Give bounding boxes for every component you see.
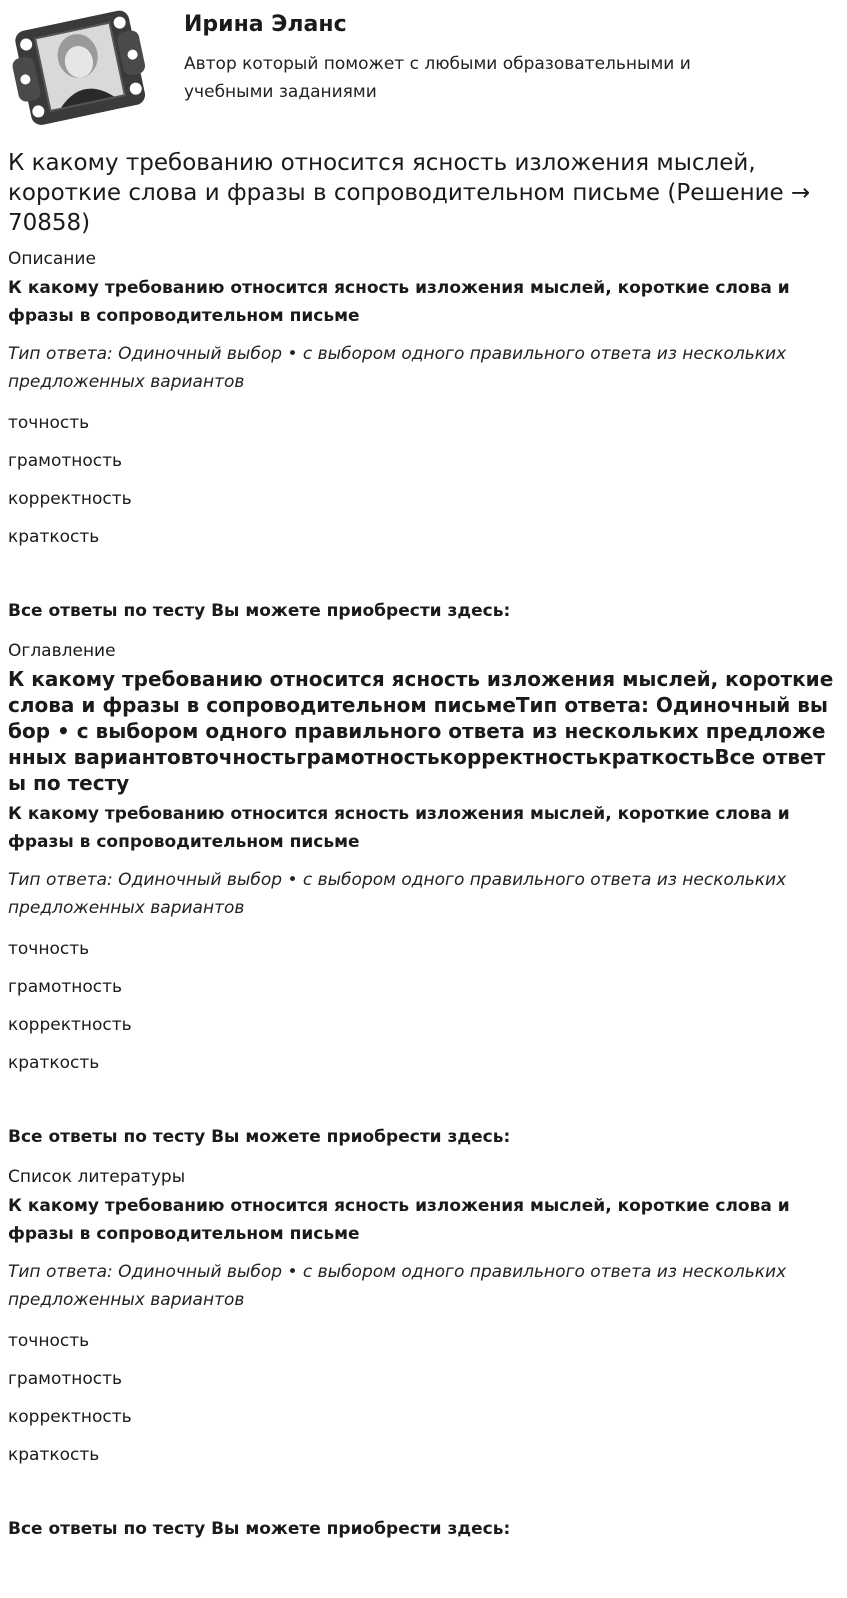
author-description: Автор который поможет с любыми образовательными и учебными заданиями [184, 54, 691, 102]
option-item: точность [8, 939, 90, 959]
option-item: точность [8, 413, 90, 433]
option-item: точность [8, 1331, 90, 1351]
answer-type-text: Тип ответа: Одиночный выбор • с выбором одного правильного ответа из нескольких предложенных вариантов [8, 344, 787, 392]
option-item: корректность [8, 1407, 132, 1427]
description-section [8, 248, 838, 622]
option-item: грамотность [8, 1369, 123, 1389]
option-item: краткость [8, 1445, 100, 1465]
toc-heading: К какому требованию относится ясность изложения мыслей, короткие слова и фразы в сопроводительном письмеТип ответа: Одиночный выбор • с выбором одного правильного ответа из нескольких предложенных вариантовточностьграмотностькорректностькраткостьВсе ответы по тесту [8, 667, 834, 795]
section-label-description: Описание [8, 249, 96, 269]
all-answers-link[interactable]: Все ответы по тесту Вы можете приобрести здесь: [8, 1127, 511, 1147]
all-answers-link[interactable]: Все ответы по тесту Вы можете приобрести здесь: [8, 601, 511, 621]
option-item: корректность [8, 489, 132, 509]
page [8, 0, 838, 1540]
option-item: грамотность [8, 451, 123, 471]
question-text: К какому требованию относится ясность изложения мыслей, короткие слова и фразы в сопроводительном письме [8, 1196, 790, 1244]
section-label-toc: Оглавление [8, 641, 116, 661]
page-title: К какому требованию относится ясность изложения мыслей, короткие слова и фразы в сопроводительном письме (Решение → 70858) [8, 150, 811, 236]
answer-type-text: Тип ответа: Одиночный выбор • с выбором одного правильного ответа из нескольких предложенных вариантов [8, 1262, 787, 1310]
option-item: грамотность [8, 977, 123, 997]
option-item: краткость [8, 527, 100, 547]
film-frame-avatar-image [8, 6, 150, 128]
section-label-bibliography: Список литературы [8, 1167, 186, 1187]
option-item: корректность [8, 1015, 132, 1035]
question-text: К какому требованию относится ясность изложения мыслей, короткие слова и фразы в сопроводительном письме [8, 278, 790, 326]
author-block [8, 0, 838, 130]
answer-type-text: Тип ответа: Одиночный выбор • с выбором одного правильного ответа из нескольких предложенных вариантов [8, 870, 787, 918]
author-name[interactable]: Ирина Эланс [184, 12, 347, 37]
option-item: краткость [8, 1053, 100, 1073]
toc-section [8, 640, 838, 1148]
all-answers-link[interactable]: Все ответы по тесту Вы можете приобрести здесь: [8, 1519, 511, 1539]
question-text: К какому требованию относится ясность изложения мыслей, короткие слова и фразы в сопроводительном письме [8, 804, 790, 852]
bibliography-section [8, 1166, 838, 1540]
avatar [8, 6, 150, 128]
